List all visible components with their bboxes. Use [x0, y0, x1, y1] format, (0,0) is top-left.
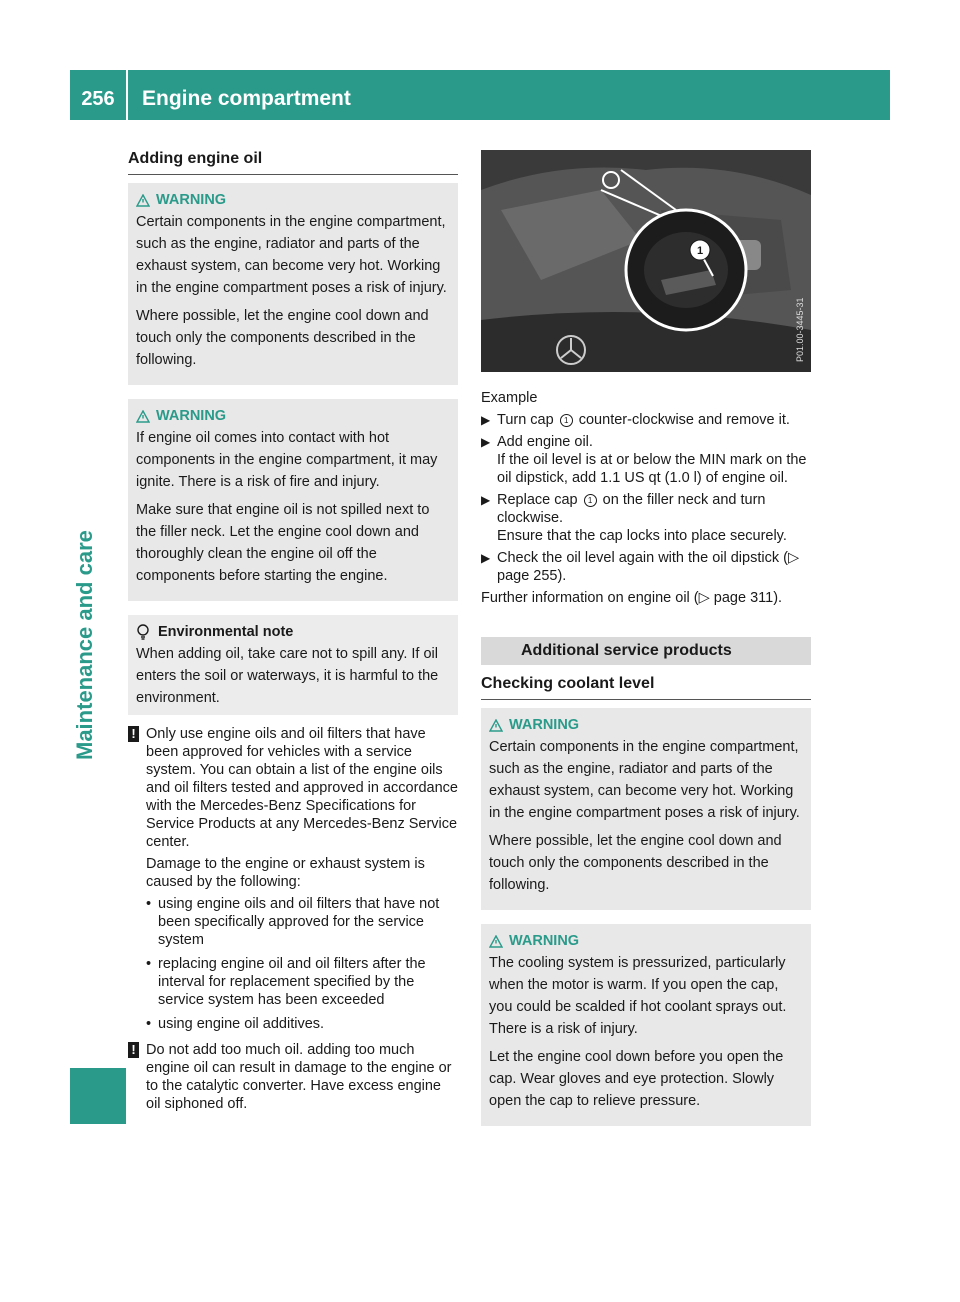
environmental-note-title — [136, 621, 450, 643]
warning-text: Where possible, let the engine cool down and touch only the components described in the following. — [489, 833, 782, 893]
warning-triangle-icon — [489, 719, 503, 732]
page-title: Engine compartment — [142, 87, 351, 110]
image-caption: Example — [481, 390, 538, 406]
warning-triangle-icon — [136, 194, 150, 207]
lightbulb-icon — [136, 624, 150, 640]
environmental-note-title-text: Environmental note — [158, 624, 294, 640]
right-column — [481, 150, 811, 1140]
step-text: counter-clockwise and remove it. — [574, 412, 790, 428]
image-code: P01.00-3445-31 — [795, 297, 805, 362]
warning-text: Where possible, let the engine cool down and touch only the components described in the following. — [136, 308, 429, 368]
step-subtext: Ensure that the cap locks into place securely. — [497, 528, 787, 544]
step-text: Turn cap — [497, 412, 558, 428]
caution-text: Damage to the engine or exhaust system is caused by the following: — [146, 856, 425, 890]
cross-reference: Further information on engine oil (▷ page 311). — [481, 590, 783, 606]
warning-title-text: WARNING — [156, 192, 227, 208]
warning-title-text: WARNING — [509, 933, 580, 949]
instruction-step — [481, 549, 811, 585]
step-text: Check the oil level again with the oil dipstick (▷ page 255). — [497, 550, 800, 584]
step-subtext: If the oil level is at or below the MIN mark on the oil dipstick, add 1.1 US qt (1.0 l) of engine oil. — [497, 452, 807, 486]
list-item: • replacing engine oil and oil filters after the interval for replacement specified by the service system has been exceeded — [146, 955, 458, 1009]
warning-text: The cooling system is pressurized, particularly when the motor is warm. If you open the cap, you could be scalded if hot coolant sprays out. There is a risk of injury. — [489, 955, 787, 1037]
warning-text: Make sure that engine oil is not spilled next to the filler neck. Let the engine cool down and thoroughly clean the engine oil off the components before starting the engine. — [136, 502, 430, 584]
warning-title-text: WARNING — [156, 408, 227, 424]
engine-compartment-photo — [481, 150, 811, 372]
environmental-note-box — [128, 615, 458, 715]
section-title-bar: Additional service products — [481, 637, 811, 665]
callout-marker: 1 — [560, 414, 573, 427]
step-text: on the filler neck and turn clockwise. — [497, 492, 766, 526]
side-tab-marker — [70, 1068, 126, 1124]
step-arrow-icon: ▶ — [481, 551, 491, 565]
warning-text: If engine oil comes into contact with hot components in the engine compartment, it may ignite. There is a risk of fire and injury. — [136, 430, 438, 490]
caution-icon: ! — [128, 1042, 139, 1058]
warning-text: Let the engine cool down before you open the cap. Wear gloves and eye protection. Slowly open the cap to relieve pressure. — [489, 1049, 784, 1109]
warning-text: Certain components in the engine compartment, such as the engine, radiator and parts of the exhaust system, can become very hot. Working in the engine compartment poses a risk of injury. — [136, 214, 447, 296]
caution-icon: ! — [128, 726, 139, 742]
warning-title — [489, 930, 803, 952]
callout-marker: 1 — [584, 494, 597, 507]
warning-triangle-icon — [489, 935, 503, 948]
step-arrow-icon: ▶ — [481, 435, 491, 449]
instruction-step — [481, 491, 811, 545]
warning-box — [128, 399, 458, 601]
header-divider — [126, 70, 128, 120]
caution-note — [128, 1041, 458, 1113]
warning-title — [136, 189, 450, 211]
caution-note — [128, 725, 458, 1033]
warning-text: Certain components in the engine compartment, such as the engine, radiator and parts of the exhaust system, can become very hot. Working in the engine compartment poses a risk of injury. — [489, 739, 800, 821]
section-heading: Checking coolant level — [481, 675, 811, 700]
caution-text: Only use engine oils and oil filters that have been approved for vehicles with a service system. You can obtain a list of the engine oils and oil filters tested and approved in accordance with the Mercedes-Benz Specifications for Service Products at any Mercedes-Benz Service center. — [146, 726, 458, 850]
section-heading: Adding engine oil — [128, 150, 458, 175]
warning-triangle-icon — [136, 410, 150, 423]
environmental-note-text: When adding oil, take care not to spill any. If oil enters the soil or waterways, it is harmful to the environment. — [136, 646, 439, 706]
step-arrow-icon: ▶ — [481, 493, 491, 507]
callout-1: 1 — [696, 245, 704, 257]
warning-title — [136, 405, 450, 427]
instruction-step — [481, 433, 811, 487]
side-tab-label: Maintenance and care — [72, 530, 97, 760]
warning-box — [481, 924, 811, 1126]
left-column — [128, 150, 458, 1121]
list-item: • using engine oil additives. — [146, 1015, 458, 1033]
step-arrow-icon: ▶ — [481, 413, 491, 427]
warning-title — [489, 714, 803, 736]
instruction-step — [481, 411, 811, 429]
warning-title-text: WARNING — [509, 717, 580, 733]
step-text: Replace cap — [497, 492, 582, 508]
caution-text: Do not add too much oil. adding too much engine oil can result in damage to the engine or to the catalytic converter. Have excess engine oil siphoned off. — [146, 1042, 452, 1112]
warning-box — [481, 708, 811, 910]
list-item: • using engine oils and oil filters that have not been specifically approved for the service system — [146, 895, 458, 949]
warning-box — [128, 183, 458, 385]
step-text: Add engine oil. — [497, 434, 593, 450]
page-number: 256 — [81, 88, 115, 110]
